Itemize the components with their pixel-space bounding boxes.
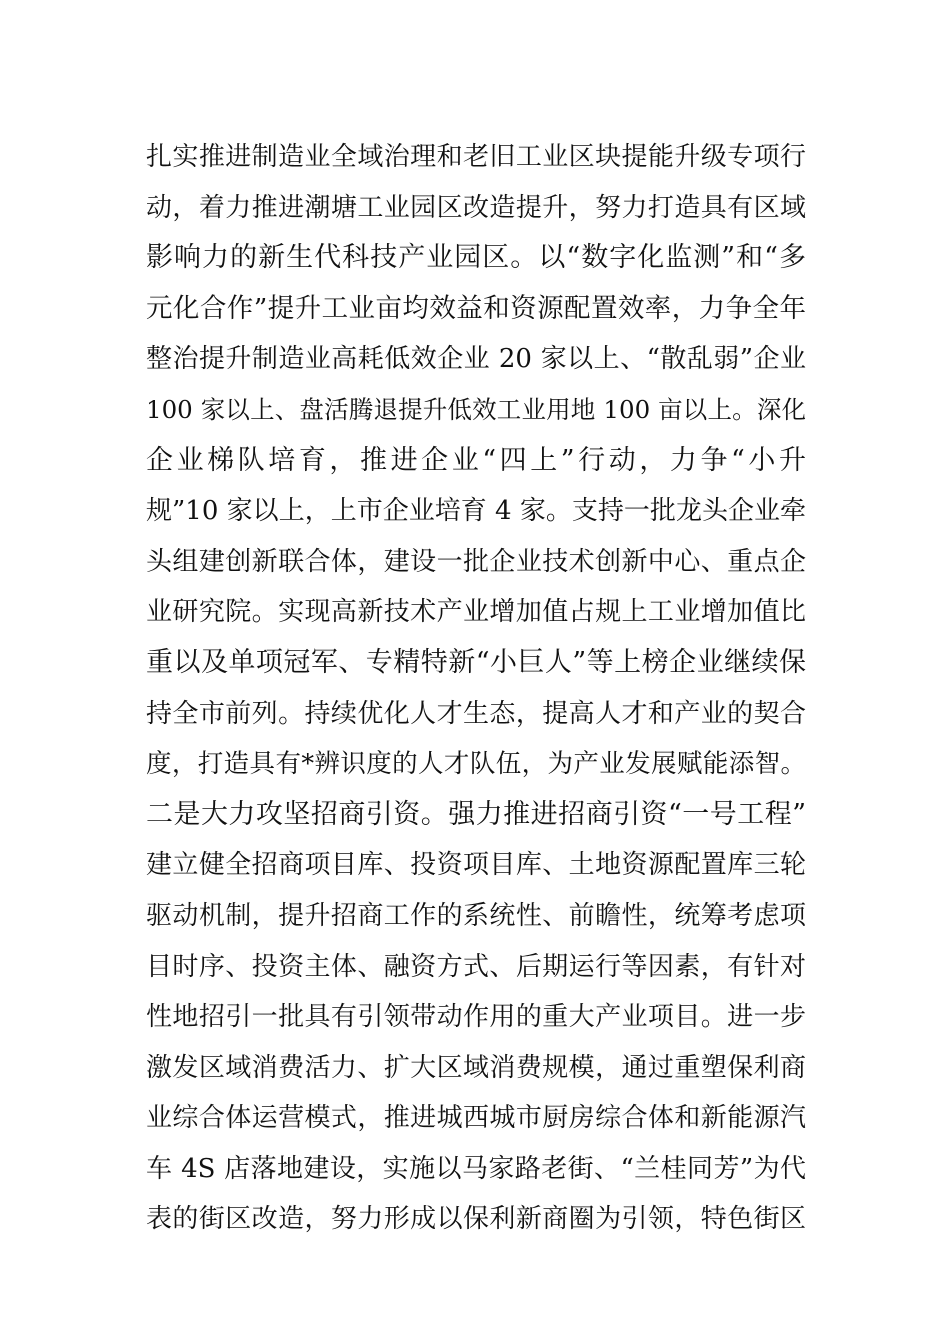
text-line-10: 业研究院。实现高新技术产业增加值占规上工业增加值比 xyxy=(146,597,806,628)
text-line-7: 企业梯队培育，推进企业“四上”行动，力争“小升 xyxy=(146,444,806,476)
text-line-4: 元化合作”提升工业亩均效益和资源配置效率，力争全年 xyxy=(146,292,806,324)
text-line-21: 车 4S 店落地建设，实施以马家路老街、“兰桂同芳”为代 xyxy=(146,1153,806,1184)
text-line-12: 持全市前列。持续优化人才生态，提高人才和产业的契合 xyxy=(146,698,806,729)
body-paragraph xyxy=(146,132,806,1245)
text-line-2: 动，着力推进潮塘工业园区改造提升，努力打造具有区域 xyxy=(146,192,806,223)
text-line-16: 驱动机制，提升招商工作的系统性、前瞻性，统筹考虑项 xyxy=(146,900,806,931)
text-line-5: 整治提升制造业高耗低效企业 20 家以上、“散乱弱”企业 xyxy=(146,344,806,375)
text-line-18: 性地招引一批具有引领带动作用的重大产业项目。进一步 xyxy=(146,1002,806,1033)
text-line-11: 重以及单项冠军、专精特新“小巨人”等上榜企业继续保 xyxy=(146,646,806,678)
text-line-19: 激发区域消费活力、扩大区域消费规模，通过重塑保利商 xyxy=(146,1052,806,1083)
text-line-17: 目时序、投资主体、融资方式、后期运行等因素，有针对 xyxy=(146,951,806,982)
text-line-20: 业综合体运营模式，推进城西城市厨房综合体和新能源汽 xyxy=(146,1103,806,1134)
text-line-15: 建立健全招商项目库、投资项目库、土地资源配置库三轮 xyxy=(146,850,806,881)
text-line-9: 头组建创新联合体，建设一批企业技术创新中心、重点企 xyxy=(146,546,806,577)
text-line-22: 表的街区改造，努力形成以保利新商圈为引领，特色街区 xyxy=(146,1204,806,1235)
text-line-1: 扎实推进制造业全域治理和老旧工业区块提能升级专项行 xyxy=(146,142,806,172)
text-line-14: 二是大力攻坚招商引资。强力推进招商引资“一号工程” xyxy=(146,798,806,830)
text-line-8: 规”10 家以上，上市企业培育 4 家。支持一批龙头企业牵 xyxy=(146,496,806,527)
text-line-3: 影响力的新生代科技产业园区。以“数字化监测”和“多 xyxy=(146,242,806,274)
text-line-13: 度，打造具有*辨识度的人才队伍，为产业发展赋能添智。 xyxy=(146,749,806,780)
text-line-6: 100 家以上、盘活腾退提升低效工业用地 100 亩以上。深化 xyxy=(146,394,806,424)
